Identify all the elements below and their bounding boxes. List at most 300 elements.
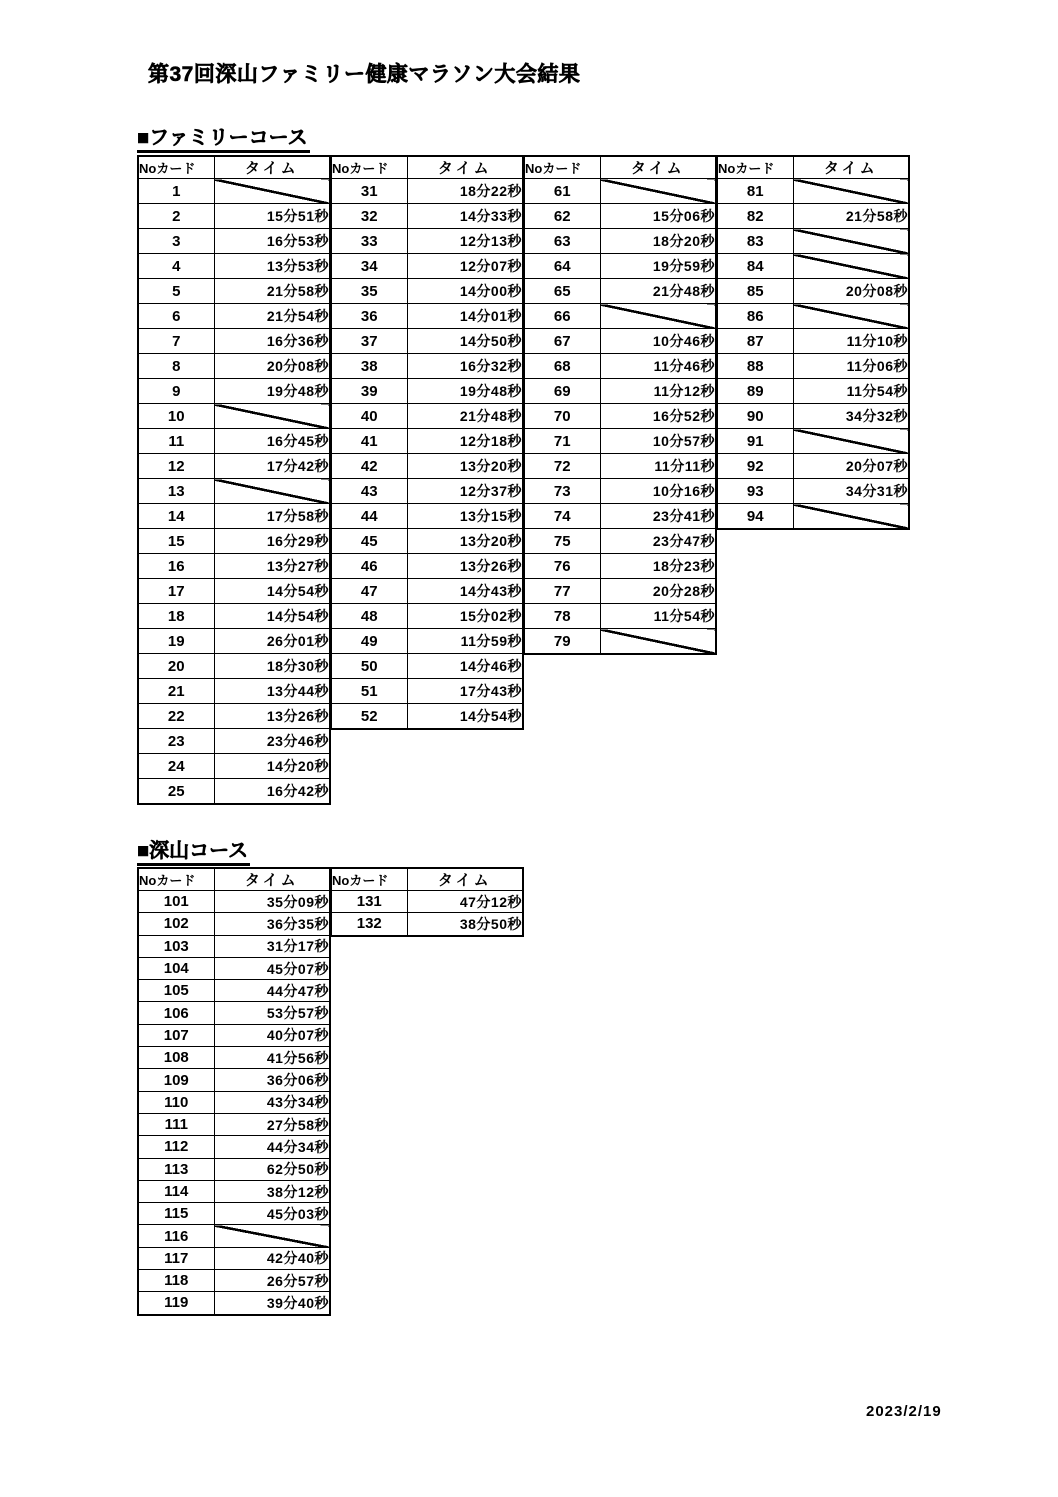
- time-cell: 18分23秒: [600, 554, 716, 579]
- time-cell: 20分08秒: [214, 354, 330, 379]
- time-cell: 14分50秒: [407, 329, 523, 354]
- time-cell-empty-diagonal: [214, 1225, 330, 1247]
- time-cell: 11分54秒: [600, 604, 716, 629]
- no-card-cell: 78: [524, 604, 600, 629]
- no-card-cell: 61: [524, 179, 600, 204]
- no-card-column-header: Noカード: [331, 868, 407, 891]
- no-card-column-header: Noカード: [138, 868, 214, 891]
- time-cell: 12分37秒: [407, 479, 523, 504]
- time-cell: 45分07秒: [214, 957, 330, 979]
- no-card-cell: 75: [524, 529, 600, 554]
- no-card-column-header: Noカード: [138, 156, 214, 179]
- result-row: [524, 254, 716, 279]
- result-row: [331, 429, 523, 454]
- no-card-cell: 19: [138, 629, 214, 654]
- time-cell: 14分54秒: [407, 704, 523, 730]
- no-card-cell: 102: [138, 913, 214, 935]
- no-card-cell: 6: [138, 304, 214, 329]
- result-row: [524, 629, 716, 655]
- no-card-cell: 8: [138, 354, 214, 379]
- result-row: [138, 1270, 330, 1292]
- no-card-cell: 101: [138, 891, 214, 913]
- result-row: [331, 329, 523, 354]
- no-card-cell: 41: [331, 429, 407, 454]
- no-card-cell: 64: [524, 254, 600, 279]
- time-cell: 41分56秒: [214, 1047, 330, 1069]
- no-card-cell: 79: [524, 629, 600, 655]
- result-row: [524, 604, 716, 629]
- time-cell: 13分26秒: [214, 704, 330, 729]
- time-cell: 11分12秒: [600, 379, 716, 404]
- time-cell: 12分07秒: [407, 254, 523, 279]
- time-cell: 13分27秒: [214, 554, 330, 579]
- result-row: [331, 529, 523, 554]
- no-card-cell: 43: [331, 479, 407, 504]
- result-row: [524, 579, 716, 604]
- result-row: [717, 354, 909, 379]
- result-row: [331, 479, 523, 504]
- no-card-column-header: Noカード: [331, 156, 407, 179]
- time-cell: 43分34秒: [214, 1091, 330, 1113]
- result-row: [138, 454, 330, 479]
- result-row: [138, 935, 330, 957]
- result-row: [138, 1158, 330, 1180]
- result-row: [138, 604, 330, 629]
- time-cell: 34分31秒: [793, 479, 909, 504]
- result-row: [717, 504, 909, 530]
- result-row: [331, 579, 523, 604]
- no-card-cell: 20: [138, 654, 214, 679]
- time-cell: 13分26秒: [407, 554, 523, 579]
- result-row: [138, 579, 330, 604]
- result-row: [524, 454, 716, 479]
- no-card-cell: 107: [138, 1024, 214, 1046]
- time-cell: 36分06秒: [214, 1069, 330, 1091]
- result-row: [138, 304, 330, 329]
- time-cell: 13分44秒: [214, 679, 330, 704]
- time-cell-empty-diagonal: [793, 304, 909, 329]
- time-cell: 15分51秒: [214, 204, 330, 229]
- no-card-cell: 114: [138, 1180, 214, 1202]
- time-cell: 31分17秒: [214, 935, 330, 957]
- result-row: [138, 654, 330, 679]
- no-card-cell: 103: [138, 935, 214, 957]
- result-column-group: [330, 155, 524, 730]
- no-card-cell: 10: [138, 404, 214, 429]
- time-cell: 35分09秒: [214, 891, 330, 913]
- result-row: [524, 304, 716, 329]
- no-card-cell: 12: [138, 454, 214, 479]
- time-column-header: タイム: [407, 868, 523, 891]
- time-cell: 14分54秒: [214, 604, 330, 629]
- result-row: [331, 229, 523, 254]
- result-row: [524, 279, 716, 304]
- no-card-cell: 77: [524, 579, 600, 604]
- result-row: [138, 1203, 330, 1225]
- time-cell: 18分30秒: [214, 654, 330, 679]
- no-card-cell: 89: [717, 379, 793, 404]
- result-row: [717, 204, 909, 229]
- result-row: [331, 304, 523, 329]
- no-card-cell: 70: [524, 404, 600, 429]
- result-row: [138, 704, 330, 729]
- time-cell: 44分47秒: [214, 980, 330, 1002]
- no-card-cell: 9: [138, 379, 214, 404]
- time-cell: 16分42秒: [214, 779, 330, 805]
- no-card-cell: 47: [331, 579, 407, 604]
- section-title-miyama-course: ■深山コース: [137, 839, 250, 866]
- result-row: [717, 329, 909, 354]
- result-row: [138, 204, 330, 229]
- time-cell: 16分32秒: [407, 354, 523, 379]
- result-row: [524, 504, 716, 529]
- no-card-cell: 38: [331, 354, 407, 379]
- result-row: [138, 1225, 330, 1247]
- no-card-cell: 42: [331, 454, 407, 479]
- time-cell: 11分06秒: [793, 354, 909, 379]
- no-card-cell: 117: [138, 1247, 214, 1269]
- result-row: [138, 1091, 330, 1113]
- result-row: [138, 980, 330, 1002]
- no-card-cell: 112: [138, 1136, 214, 1158]
- no-card-cell: 119: [138, 1292, 214, 1315]
- no-card-cell: 35: [331, 279, 407, 304]
- result-row: [717, 279, 909, 304]
- no-card-cell: 85: [717, 279, 793, 304]
- time-cell: 44分34秒: [214, 1136, 330, 1158]
- result-row: [717, 454, 909, 479]
- no-card-cell: 92: [717, 454, 793, 479]
- time-cell: 14分00秒: [407, 279, 523, 304]
- no-card-cell: 17: [138, 579, 214, 604]
- no-card-cell: 13: [138, 479, 214, 504]
- result-row: [138, 679, 330, 704]
- document-title: 第37回深山ファミリー健康マラソン大会結果: [148, 63, 581, 86]
- result-row: [138, 1002, 330, 1024]
- time-cell: 14分54秒: [214, 579, 330, 604]
- no-card-cell: 106: [138, 1002, 214, 1024]
- result-row: [524, 229, 716, 254]
- time-cell: 17分42秒: [214, 454, 330, 479]
- time-cell: 42分40秒: [214, 1247, 330, 1269]
- result-row: [138, 354, 330, 379]
- time-cell: 13分15秒: [407, 504, 523, 529]
- no-card-cell: 67: [524, 329, 600, 354]
- result-row: [331, 913, 523, 936]
- result-row: [138, 1247, 330, 1269]
- time-cell: 11分46秒: [600, 354, 716, 379]
- time-cell: 40分07秒: [214, 1024, 330, 1046]
- time-cell-empty-diagonal: [214, 479, 330, 504]
- time-cell-empty-diagonal: [793, 254, 909, 279]
- no-card-cell: 24: [138, 754, 214, 779]
- no-card-cell: 62: [524, 204, 600, 229]
- time-cell: 14分33秒: [407, 204, 523, 229]
- no-card-cell: 39: [331, 379, 407, 404]
- result-row: [717, 179, 909, 204]
- no-card-cell: 40: [331, 404, 407, 429]
- result-row: [138, 1069, 330, 1091]
- time-cell: 39分40秒: [214, 1292, 330, 1315]
- no-card-cell: 2: [138, 204, 214, 229]
- result-column-group: [523, 155, 717, 655]
- result-row: [331, 179, 523, 204]
- result-row: [138, 1136, 330, 1158]
- result-row: [138, 429, 330, 454]
- time-cell-empty-diagonal: [793, 429, 909, 454]
- time-cell-empty-diagonal: [793, 229, 909, 254]
- section-title-family-course: ■ファミリーコース: [137, 126, 310, 153]
- result-row: [331, 454, 523, 479]
- no-card-cell: 5: [138, 279, 214, 304]
- time-cell: 14分46秒: [407, 654, 523, 679]
- result-row: [138, 1047, 330, 1069]
- no-card-cell: 65: [524, 279, 600, 304]
- time-cell: 15分02秒: [407, 604, 523, 629]
- result-row: [331, 704, 523, 730]
- no-card-cell: 105: [138, 980, 214, 1002]
- time-cell: 53分57秒: [214, 1002, 330, 1024]
- time-cell: 45分03秒: [214, 1203, 330, 1225]
- result-row: [717, 404, 909, 429]
- time-cell-empty-diagonal: [793, 504, 909, 530]
- time-column-header: タイム: [214, 868, 330, 891]
- result-row: [524, 404, 716, 429]
- time-cell: 13分20秒: [407, 454, 523, 479]
- result-row: [331, 629, 523, 654]
- result-row: [138, 504, 330, 529]
- time-cell: 21分58秒: [214, 279, 330, 304]
- time-cell: 38分50秒: [407, 913, 523, 936]
- family-course-table: [137, 155, 909, 805]
- result-column-group: [137, 155, 331, 805]
- result-row: [524, 204, 716, 229]
- no-card-cell: 69: [524, 379, 600, 404]
- no-card-cell: 76: [524, 554, 600, 579]
- no-card-cell: 37: [331, 329, 407, 354]
- no-card-cell: 46: [331, 554, 407, 579]
- time-cell: 15分06秒: [600, 204, 716, 229]
- time-cell-empty-diagonal: [214, 179, 330, 204]
- no-card-cell: 71: [524, 429, 600, 454]
- result-row: [331, 504, 523, 529]
- time-cell: 18分22秒: [407, 179, 523, 204]
- no-card-cell: 15: [138, 529, 214, 554]
- no-card-cell: 81: [717, 179, 793, 204]
- no-card-cell: 115: [138, 1203, 214, 1225]
- time-cell: 14分20秒: [214, 754, 330, 779]
- time-cell: 20分07秒: [793, 454, 909, 479]
- time-cell: 23分41秒: [600, 504, 716, 529]
- result-row: [138, 229, 330, 254]
- result-row: [717, 429, 909, 454]
- result-row: [524, 354, 716, 379]
- time-cell: 10分16秒: [600, 479, 716, 504]
- result-row: [717, 379, 909, 404]
- no-card-cell: 16: [138, 554, 214, 579]
- no-card-cell: 50: [331, 654, 407, 679]
- no-card-cell: 51: [331, 679, 407, 704]
- no-card-cell: 73: [524, 479, 600, 504]
- no-card-cell: 23: [138, 729, 214, 754]
- no-card-cell: 63: [524, 229, 600, 254]
- no-card-cell: 72: [524, 454, 600, 479]
- time-cell-empty-diagonal: [600, 304, 716, 329]
- no-card-cell: 45: [331, 529, 407, 554]
- result-row: [138, 529, 330, 554]
- result-row: [331, 679, 523, 704]
- no-card-cell: 91: [717, 429, 793, 454]
- no-card-cell: 18: [138, 604, 214, 629]
- time-cell: 47分12秒: [407, 891, 523, 913]
- time-cell: 14分01秒: [407, 304, 523, 329]
- result-row: [138, 754, 330, 779]
- no-card-cell: 25: [138, 779, 214, 805]
- result-row: [138, 254, 330, 279]
- result-row: [331, 254, 523, 279]
- result-row: [331, 604, 523, 629]
- result-row: [524, 554, 716, 579]
- time-cell: 16分36秒: [214, 329, 330, 354]
- no-card-cell: 88: [717, 354, 793, 379]
- result-row: [331, 354, 523, 379]
- time-cell: 17分58秒: [214, 504, 330, 529]
- no-card-cell: 7: [138, 329, 214, 354]
- result-row: [717, 304, 909, 329]
- result-row: [524, 529, 716, 554]
- time-cell: 20分08秒: [793, 279, 909, 304]
- time-cell: 23分46秒: [214, 729, 330, 754]
- no-card-cell: 11: [138, 429, 214, 454]
- no-card-cell: 82: [717, 204, 793, 229]
- time-cell: 16分45秒: [214, 429, 330, 454]
- time-cell: 21分48秒: [407, 404, 523, 429]
- time-cell: 38分12秒: [214, 1180, 330, 1202]
- time-cell: 21分54秒: [214, 304, 330, 329]
- time-column-header: タイム: [793, 156, 909, 179]
- result-row: [138, 629, 330, 654]
- result-row: [717, 479, 909, 504]
- result-row: [524, 329, 716, 354]
- result-row: [138, 404, 330, 429]
- time-column-header: タイム: [214, 156, 330, 179]
- no-card-cell: 87: [717, 329, 793, 354]
- time-cell: 34分32秒: [793, 404, 909, 429]
- result-row: [331, 279, 523, 304]
- no-card-cell: 90: [717, 404, 793, 429]
- time-cell: 11分59秒: [407, 629, 523, 654]
- no-card-cell: 44: [331, 504, 407, 529]
- no-card-cell: 104: [138, 957, 214, 979]
- no-card-cell: 94: [717, 504, 793, 530]
- no-card-cell: 4: [138, 254, 214, 279]
- miyama-course-table: [137, 867, 523, 1316]
- result-row: [138, 379, 330, 404]
- time-cell: 19分59秒: [600, 254, 716, 279]
- time-cell: 11分54秒: [793, 379, 909, 404]
- time-cell: 26分57秒: [214, 1270, 330, 1292]
- document-date: 2023/2/19: [866, 1403, 942, 1420]
- no-card-cell: 109: [138, 1069, 214, 1091]
- time-cell: 36分35秒: [214, 913, 330, 935]
- no-card-cell: 86: [717, 304, 793, 329]
- no-card-cell: 34: [331, 254, 407, 279]
- time-cell: 21分48秒: [600, 279, 716, 304]
- no-card-cell: 118: [138, 1270, 214, 1292]
- no-card-cell: 116: [138, 1225, 214, 1247]
- result-row: [138, 891, 330, 913]
- result-row: [524, 429, 716, 454]
- no-card-cell: 93: [717, 479, 793, 504]
- time-cell: 11分10秒: [793, 329, 909, 354]
- time-cell: 26分01秒: [214, 629, 330, 654]
- no-card-cell: 31: [331, 179, 407, 204]
- no-card-cell: 1: [138, 179, 214, 204]
- result-row: [331, 554, 523, 579]
- time-cell-empty-diagonal: [214, 404, 330, 429]
- time-cell: 16分53秒: [214, 229, 330, 254]
- result-row: [524, 379, 716, 404]
- time-cell: 21分58秒: [793, 204, 909, 229]
- time-cell: 16分29秒: [214, 529, 330, 554]
- time-cell: 12分13秒: [407, 229, 523, 254]
- time-cell: 10分57秒: [600, 429, 716, 454]
- time-cell: 23分47秒: [600, 529, 716, 554]
- time-column-header: タイム: [407, 156, 523, 179]
- result-row: [331, 891, 523, 913]
- result-row: [524, 479, 716, 504]
- no-card-cell: 32: [331, 204, 407, 229]
- result-row: [138, 779, 330, 805]
- result-row: [138, 957, 330, 979]
- time-cell: 20分28秒: [600, 579, 716, 604]
- result-row: [331, 654, 523, 679]
- result-column-group: [137, 867, 331, 1316]
- time-cell: 17分43秒: [407, 679, 523, 704]
- result-row: [138, 1024, 330, 1046]
- result-row: [717, 229, 909, 254]
- time-cell: 13分20秒: [407, 529, 523, 554]
- no-card-cell: 132: [331, 913, 407, 936]
- time-cell: 16分52秒: [600, 404, 716, 429]
- no-card-cell: 48: [331, 604, 407, 629]
- no-card-cell: 111: [138, 1113, 214, 1135]
- no-card-cell: 83: [717, 229, 793, 254]
- time-cell: 27分58秒: [214, 1113, 330, 1135]
- time-cell: 11分11秒: [600, 454, 716, 479]
- no-card-cell: 36: [331, 304, 407, 329]
- result-column-group: [330, 867, 524, 937]
- no-card-cell: 49: [331, 629, 407, 654]
- result-row: [138, 1180, 330, 1202]
- result-row: [138, 913, 330, 935]
- result-column-group: [716, 155, 910, 530]
- time-cell: 19分48秒: [214, 379, 330, 404]
- result-row: [138, 479, 330, 504]
- time-cell: 18分20秒: [600, 229, 716, 254]
- time-cell: 19分48秒: [407, 379, 523, 404]
- no-card-cell: 3: [138, 229, 214, 254]
- no-card-cell: 108: [138, 1047, 214, 1069]
- no-card-cell: 14: [138, 504, 214, 529]
- result-row: [524, 179, 716, 204]
- result-row: [331, 379, 523, 404]
- time-cell-empty-diagonal: [600, 179, 716, 204]
- result-row: [717, 254, 909, 279]
- result-row: [138, 329, 330, 354]
- no-card-cell: 131: [331, 891, 407, 913]
- no-card-cell: 21: [138, 679, 214, 704]
